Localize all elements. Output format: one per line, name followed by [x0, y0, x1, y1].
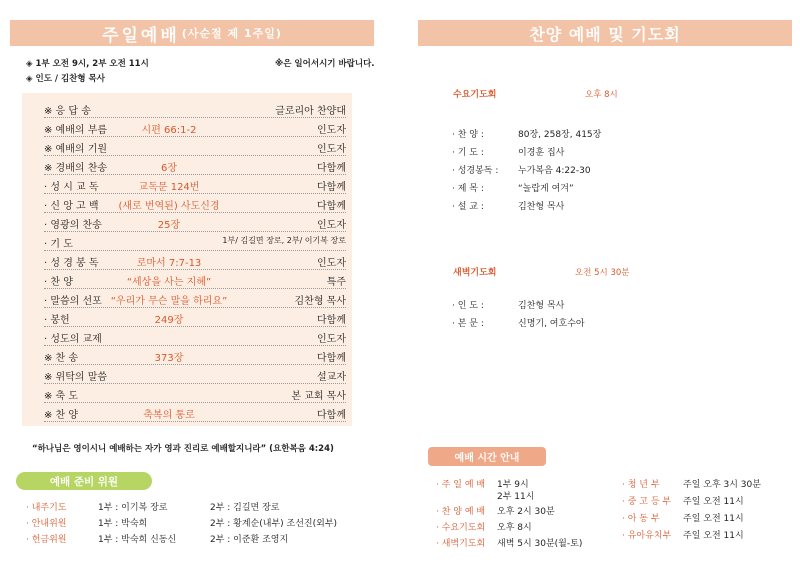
prep-label: · 내주기도 — [26, 503, 67, 513]
order-row — [44, 99, 346, 118]
wed-prayer-time: 오후 8시 — [585, 90, 618, 100]
order-item-role: 다함께 — [317, 353, 346, 364]
wed-detail-value: 80장, 258장, 415장 — [518, 130, 602, 140]
schedule-title: 예배 시간 안내 — [428, 447, 546, 466]
order-item-detail: 373장 — [154, 353, 184, 364]
order-item-role: 특주 — [326, 277, 346, 288]
schedule-time: 주일 오전 11시 — [683, 531, 744, 541]
schedule-label: · 찬 양 예 배 — [436, 507, 486, 517]
order-item-title: ※ 경배의 찬송 — [44, 163, 108, 174]
order-item-role: 설교자 — [317, 372, 346, 383]
order-row — [44, 137, 346, 156]
schedule-label: · 새벽기도회 — [436, 539, 486, 549]
order-item-role: 다함께 — [317, 182, 346, 193]
schedule-time: 주일 오후 3시 30분 — [683, 480, 761, 490]
prep-label: · 안내위원 — [26, 519, 67, 529]
prep-committee-title: 예배 준비 위원 — [16, 472, 152, 490]
schedule-label: · 수요기도회 — [436, 523, 486, 533]
scripture-verse: “하나님은 영이시니 예배하는 자가 영과 진리로 예배할지니라” (요한복음 4:24) — [32, 444, 334, 454]
order-row — [44, 270, 346, 289]
order-item-detail: “세상을 사는 지혜” — [126, 277, 212, 288]
prep-first-service: 1부 : 박숙희 신동신 — [98, 535, 177, 545]
schedule-label: · 청 년 부 — [622, 480, 660, 490]
order-item-title: · 봉헌 — [44, 315, 70, 326]
order-item-role: 다함께 — [317, 163, 346, 174]
order-item-detail: 로마서 7:7-13 — [136, 258, 202, 269]
order-row — [44, 175, 346, 194]
praise-prayer-title: 찬양 예배 및 기도회 — [418, 20, 792, 46]
order-item-title: · 성 경 봉 독 — [44, 258, 99, 269]
order-row — [44, 118, 346, 137]
worship-title-banner — [10, 20, 374, 46]
order-row — [44, 327, 346, 346]
wed-detail-label: · 제 목 : — [452, 184, 484, 194]
worship-leader: ◈ 인도 / 김찬형 목사 — [26, 74, 105, 84]
order-item-title: ※ 찬 송 — [44, 353, 79, 364]
schedule-time: 주일 오전 11시 — [683, 497, 744, 507]
schedule-time: 2부 11시 — [497, 492, 535, 502]
standing-note: ※은 일어서시기 바랍니다. — [275, 59, 375, 69]
order-item-title: ※ 위탁의 말씀 — [44, 372, 108, 383]
wed-detail-label: · 성경봉독 : — [452, 166, 499, 176]
order-row — [44, 308, 346, 327]
order-item-detail: “우리가 무슨 말을 하리요” — [110, 296, 228, 307]
order-item-detail: 25장 — [157, 220, 181, 231]
service-times: ◈ 1부 오전 9시, 2부 오전 11시 — [26, 59, 149, 69]
wed-detail-value: 이경훈 집사 — [518, 148, 565, 158]
dawn-detail-label: · 본 문 : — [452, 319, 484, 329]
order-row — [44, 213, 346, 232]
schedule-label: · 아 동 부 — [622, 514, 660, 524]
order-row — [44, 194, 346, 213]
prep-second-service: 2부 : 황계순(내부) 조선진(외부) — [210, 519, 338, 529]
dawn-detail-label: · 인 도 : — [452, 301, 484, 311]
order-item-title: · 신 앙 고 백 — [44, 201, 99, 212]
order-row — [44, 289, 346, 308]
prep-second-service: 2부 : 이준환 조영지 — [210, 535, 289, 545]
prep-first-service: 1부 : 이기복 장로 — [98, 503, 168, 513]
order-row — [44, 346, 346, 365]
order-item-detail: 시편 66:1-2 — [141, 125, 197, 136]
order-row — [44, 384, 346, 403]
order-row — [44, 251, 346, 270]
schedule-label: · 유아유치부 — [622, 531, 672, 541]
dawn-prayer-title: 새벽기도회 — [453, 268, 497, 278]
order-item-title: ※ 예배의 기원 — [44, 144, 108, 155]
order-item-detail: 249장 — [154, 315, 184, 326]
schedule-time: 주일 오전 11시 — [683, 514, 744, 524]
order-item-detail: 6장 — [160, 163, 178, 174]
order-item-role: 글로리아 찬양대 — [275, 106, 346, 117]
wed-detail-label: · 설 교 : — [452, 202, 484, 212]
order-row — [44, 156, 346, 175]
order-item-detail: (새로 번역된) 사도신경 — [118, 201, 220, 212]
prep-label: · 헌금위원 — [26, 535, 67, 545]
order-item-title: · 말씀의 선포 — [44, 296, 102, 307]
order-item-role: 다함께 — [317, 410, 346, 421]
dawn-detail-value: 신명기, 여호수아 — [518, 319, 585, 329]
prep-second-service: 2부 : 김길면 장로 — [210, 503, 280, 513]
order-item-title: ※ 응 답 송 — [44, 106, 91, 117]
order-item-title: ※ 예배의 부름 — [44, 125, 108, 136]
wed-detail-value: 김찬형 목사 — [518, 202, 565, 212]
schedule-time: 오후 8시 — [497, 523, 532, 533]
schedule-label: · 중 고 등 부 — [622, 497, 672, 507]
order-row — [44, 403, 346, 422]
order-item-title: · 영광의 찬송 — [44, 220, 102, 231]
order-item-role: 인도자 — [317, 220, 346, 231]
worship-title: 주일예배 — [102, 25, 180, 46]
order-item-role: 다함께 — [317, 201, 346, 212]
order-item-role: 인도자 — [317, 144, 346, 155]
wed-detail-value: 누가복음 4:22-30 — [518, 166, 591, 176]
prep-first-service: 1부 : 박숙희 — [98, 519, 148, 529]
wed-detail-label: · 기 도 : — [452, 148, 484, 158]
order-item-title: · 성 시 교 독 — [44, 182, 99, 193]
order-item-role: 인도자 — [317, 258, 346, 269]
order-row — [44, 365, 346, 384]
schedule-time: 1부 9시 — [497, 480, 529, 490]
order-item-detail: 축복의 통로 — [143, 410, 195, 421]
schedule-label: · 주 일 예 배 — [436, 480, 486, 490]
dawn-prayer-time: 오전 5시 30분 — [575, 268, 630, 278]
order-item-title: · 성도의 교제 — [44, 334, 102, 345]
order-item-role: 1부/ 김길면 장로, 2부/ 이기복 장로 — [222, 236, 346, 245]
order-item-title: · 찬 양 — [44, 277, 73, 288]
order-item-role: 다함께 — [317, 315, 346, 326]
order-item-title: ※ 찬 양 — [44, 410, 79, 421]
wed-detail-label: · 찬 양 : — [452, 130, 484, 140]
order-item-role: 인도자 — [317, 125, 346, 136]
order-item-title: ※ 축 도 — [44, 391, 79, 402]
dawn-detail-value: 김찬형 목사 — [518, 301, 565, 311]
worship-subtitle: (사순절 제 1주일) — [181, 27, 282, 40]
schedule-time: 오후 2시 30분 — [497, 507, 555, 517]
order-item-role: 인도자 — [317, 334, 346, 345]
order-item-detail: 교독문 124번 — [138, 182, 200, 193]
order-item-role: 김찬형 목사 — [294, 296, 346, 307]
wed-prayer-title: 수요기도회 — [453, 90, 497, 100]
wed-detail-value: “놀랍게 여겨” — [518, 184, 574, 194]
order-item-title: · 기 도 — [44, 239, 73, 250]
order-item-role: 본 교회 목사 — [291, 391, 346, 402]
order-row — [44, 232, 346, 251]
schedule-time: 새벽 5시 30분(월-토) — [497, 539, 583, 549]
